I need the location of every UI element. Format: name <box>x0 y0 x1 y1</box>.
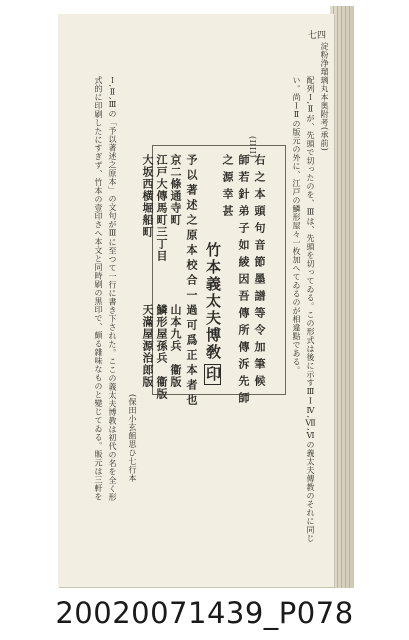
page-number: 七四 <box>308 31 327 41</box>
publisher-address: 江戸大傳馬町三丁目 <box>155 154 168 262</box>
source-note: (保田小玄館思ひ七行本 <box>128 394 137 483</box>
seal-mark: 印 <box>204 366 222 383</box>
colophon-text: 師若針弟子如綾因吾傳所傳泝先師 <box>237 154 250 409</box>
body-text-column: Ｉ,Ⅱ,Ⅲの「予以著述之原本」の文句がⅢに至つて一行に書き下された。ここの義太夫博教は初代の名を全く形 <box>108 76 117 502</box>
colophon-text: 之源幸甚 <box>221 154 234 222</box>
publisher-name: 山本九兵 衞版 <box>169 304 182 388</box>
colophon-text: 予以著述之原本校合一過可爲正本者也 <box>185 154 198 409</box>
publisher-name: 鱗形屋孫兵 衞版 <box>155 304 168 400</box>
publisher-address: 京二條通寺町 <box>169 154 182 226</box>
publisher-name: 天滿屋源治郎版 <box>141 304 154 388</box>
body-text-column: い。尚ＩⅡの版元の外に、江戸の鱗形屋々一枚加へてゐるのが相違點である。 <box>292 76 301 375</box>
running-title: 淀粉浄瑠璃丸本奥附考(承前) <box>320 42 329 152</box>
book-page <box>58 14 334 587</box>
body-text-column: 配列Ｉ,Ⅱが、先頭で切ったのを、Ⅲは、先頭を切ってゐる。この形式は後に示すⅢⅠⅣ,Ⅶ,Ⅵの義太夫傳教のそれに同じ <box>306 76 315 543</box>
section-label: (IIII) <box>248 136 257 158</box>
body-text-column: 式的に印刷したにすぎず、竹本の壹印さへ本文と同時刷の黒印で、頗る雜味なものと變じてゐる。販元は三軒を <box>94 76 103 501</box>
author-name-text: 竹本義太夫博敎 <box>204 242 222 361</box>
colophon-text: 右之本頭句音節墨譜等令加筆候 <box>253 154 266 392</box>
archive-id-caption: 20020071439_P078 <box>55 596 354 630</box>
author-name <box>204 242 221 385</box>
publisher-address: 大坂西横堀船町 <box>141 154 154 238</box>
